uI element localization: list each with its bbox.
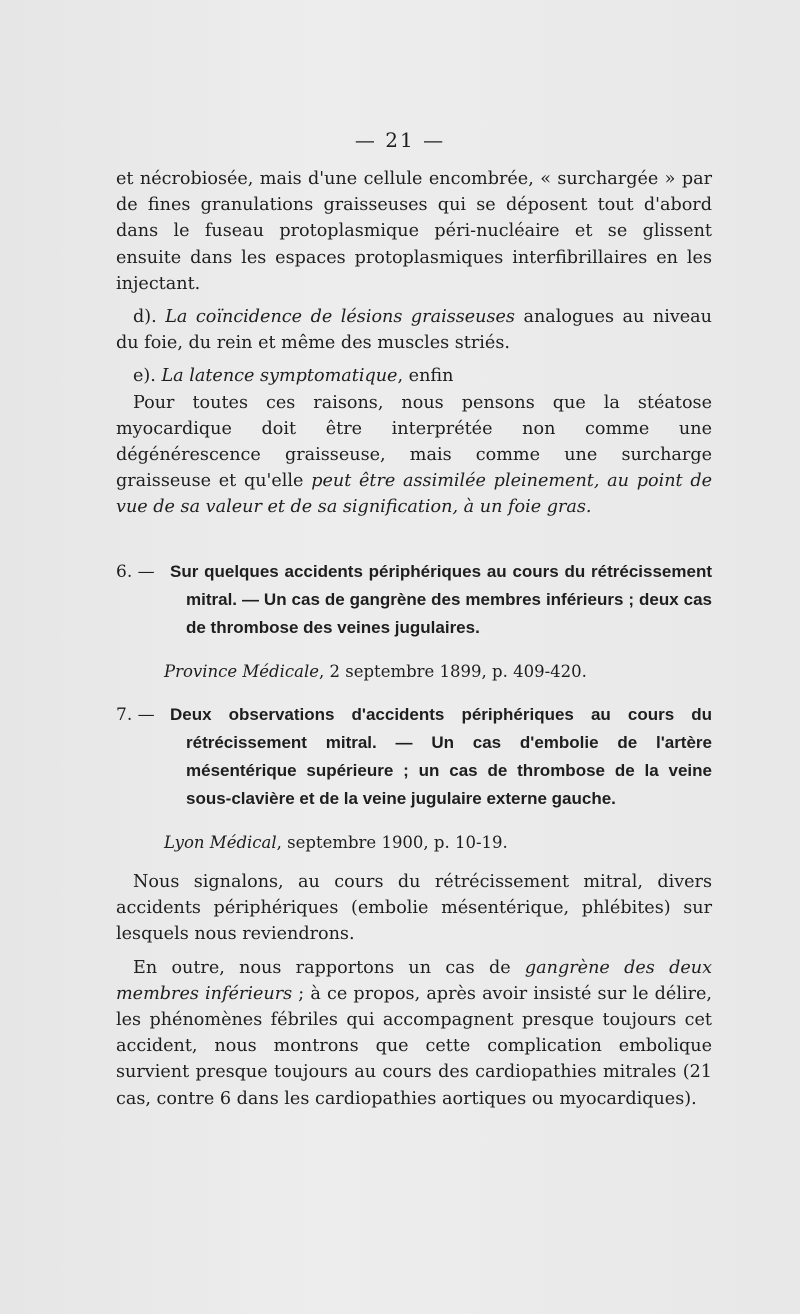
text-block-lower xyxy=(116,869,712,1112)
bibliography-entry-6 xyxy=(116,558,712,681)
point-d-italic: La coïncidence de lésions graisseuses xyxy=(165,307,515,328)
paragraph-conclusion xyxy=(116,390,712,521)
gangrene-text: ; à ce propos, après avoir insisté sur le délire, les phénomènes fébriles qui accompagnent presque toujours cet accident, nous montrons que cette complication embolique survient presque toujours au cours des cardiopathies mitrales (21 cas, contre 6 dans les cardiopathies aortiques ou myocardiques). xyxy=(116,983,712,1109)
paragraph-point-e xyxy=(116,363,712,389)
journal-name: Province Médicale xyxy=(164,662,320,681)
entry-number: 6. — xyxy=(116,562,155,582)
gangrene-intro: En outre, nous rapportons un cas de xyxy=(133,957,525,978)
paragraph-necrobiosee: et nécrobiosée, mais d'une cellule encombrée, « surchargée » par de fines granulations graisseuses qui se déposent tout d'abord dans le fuseau protoplasmique péri-nucléaire et se glissent ensuite dans les espaces protoplasmiques interfibrillaires en les injectant. xyxy=(116,169,712,294)
page-number: — 21 — xyxy=(354,128,446,152)
point-e-text: , enfin xyxy=(397,366,454,387)
entry-source xyxy=(116,833,712,852)
gangrene-italic: gangrène des deux membres inférieurs xyxy=(116,957,713,1004)
paragraph-point-d xyxy=(116,304,712,356)
citation-details: , 2 septembre 1899, p. 409-420. xyxy=(319,662,587,681)
bibliography-entry-7 xyxy=(116,701,712,852)
point-e-label: e). xyxy=(133,366,162,387)
citation-details: , septembre 1900, p. 10-19. xyxy=(276,833,508,852)
conclusion-italic: peut être assimilée pleinement, au point de vue de sa valeur et de sa signification, à un foie gras. xyxy=(116,471,712,518)
conclusion-text: Pour toutes ces raisons, nous pensons que la stéatose myocardique doit être interprétée non comme une dégénérescence graisseuse, mais comme une surcharge graisseuse et qu'elle xyxy=(116,392,712,492)
entry-source xyxy=(116,662,712,681)
entry-number: 7. — xyxy=(116,705,155,725)
entry-title-text: Sur quelques accidents périphériques au cours du rétrécissement mitral. — Un cas de gangrène des membres inférieurs ; deux cas de thrombose des veines jugulaires. xyxy=(170,562,712,637)
point-d-label: d). xyxy=(133,307,166,328)
paragraph-signalons: Nous signalons, au cours du rétrécissement mitral, divers accidents périphériques (embolie mésentérique, phlébites) sur lesquels nous reviendrons. xyxy=(116,872,712,945)
entry-title xyxy=(116,558,712,642)
text-block-upper xyxy=(116,166,712,521)
point-d-text: analogues au niveau du foie, du rein et même des muscles striés. xyxy=(116,307,712,354)
paragraph-gangrene xyxy=(116,955,712,1112)
entry-title-text: Deux observations d'accidents périphériques au cours du rétrécissement mitral. — Un cas d'embolie de l'artère mésentérique supérieure ; un cas de thrombose de la veine sous-clavière et de la veine jugulaire externe gauche. xyxy=(170,705,712,808)
entry-title xyxy=(116,701,712,813)
point-e-italic: La latence symptomatique xyxy=(161,366,398,387)
journal-name: Lyon Médical xyxy=(164,833,277,852)
